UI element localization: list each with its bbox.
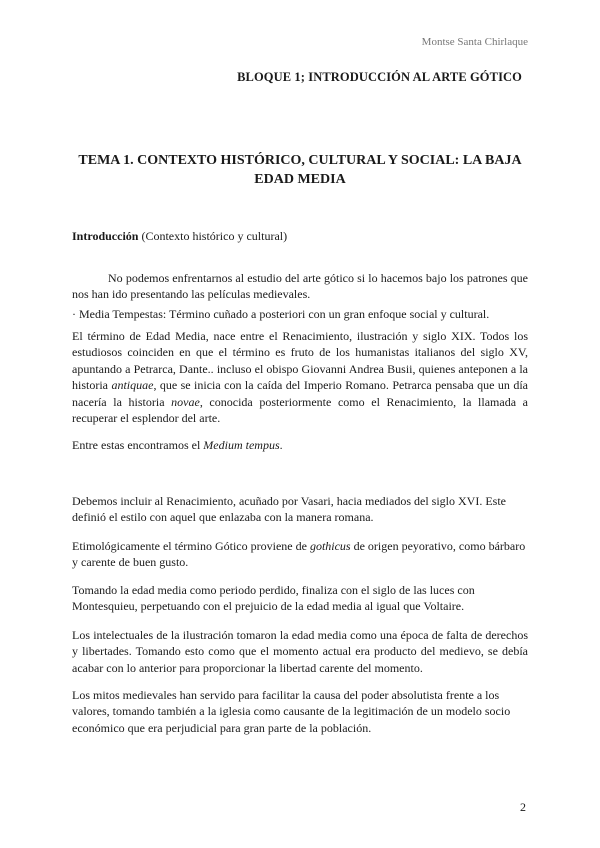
paragraph-3-text-b: , que se inicia con la caída del Imperio Romano. Petrarca pensaba que un día nacería la historia <box>72 378 529 409</box>
paragraph-6-text-a: Etimológicamente el término Gótico proviene de <box>72 539 310 553</box>
block-title: BLOQUE 1; INTRODUCCIÓN AL ARTE GÓTICO <box>237 70 522 84</box>
paragraph-1: No podemos enfrentarnos al estudio del arte gótico si lo hacemos bajo los patrones que nos han ido presentando las películas medievales. <box>72 271 528 302</box>
paragraph-3-italic-antiquae: antiquae <box>111 378 154 393</box>
paragraph-5: Debemos incluir al Renacimiento, acuñado por Vasari, hacia mediados del siglo XVI. Este definió el estilo con aquel que enlazaba con la manera romana. <box>72 494 506 525</box>
paragraph-4-text-a: Entre estas encontramos el <box>72 438 204 452</box>
paragraph-8: Los intelectuales de la ilustración tomaron la edad media como una época de falta de derechos y libertades. Tomando esto como que el momento actual era producto del medievo, se debía acabar con lo anterior para proporcionar la libertad carente del momento. <box>72 628 528 675</box>
intro-heading <box>72 229 287 244</box>
paragraph-6-italic-gothicus: gothicus <box>309 539 351 553</box>
paragraph-2: · Media Tempestas: Término cuñado a posteriori con un gran enfoque social y cultural. <box>72 307 490 321</box>
main-title-line-1: TEMA 1. CONTEXTO HISTÓRICO, CULTURAL Y SOCIAL: LA BAJA <box>78 153 522 168</box>
main-title-line-2: EDAD MEDIA <box>254 172 346 187</box>
paragraph-7: Tomando la edad media como periodo perdido, finaliza con el siglo de las luces con Montesquieu, perpetuando con el prejuicio de la edad media al igual que Voltaire. <box>72 583 475 614</box>
main-title <box>72 151 528 189</box>
header-author: Montse Santa Chirlaque <box>421 36 528 48</box>
intro-label: Introducción <box>72 229 139 243</box>
paragraph-4-italic-medium-tempus: Medium tempus <box>203 438 280 452</box>
paragraph-4 <box>72 437 528 453</box>
paragraph-3 <box>72 328 528 426</box>
intro-subtitle: (Contexto histórico y cultural) <box>138 229 288 243</box>
paragraph-3-text-c: , conocida posteriormente como el Renacimiento, la llamada a recuperar el esplendor del arte. <box>72 394 528 426</box>
page-number: 2 <box>520 800 526 814</box>
paragraph-6-text-b: de origen peyorativo, como bárbaro y carente de buen gusto. <box>72 539 526 570</box>
paragraph-3-text-a: El término de Edad Media, nace entre el Renacimiento, ilustración y siglo XIX. Todos los estudiosos coinciden en que el término es fruto de los humanistas italianos del siglo XV, apuntando a Petrarca, Dante.. incluso el obispo Giovanni Andrea Busii, quienes anteponen a la historia <box>72 329 528 393</box>
paragraph-3-italic-novae: novae <box>171 394 200 409</box>
paragraph-6 <box>72 538 528 571</box>
paragraph-4-text-b: . <box>279 438 283 452</box>
paragraph-9: Los mitos medievales han servido para facilitar la causa del poder absolutista frente a los valores, tomando también a la iglesia como causante de la legitimación de un modelo socio económico que era perjudicial para gran parte de la población. <box>72 688 511 735</box>
